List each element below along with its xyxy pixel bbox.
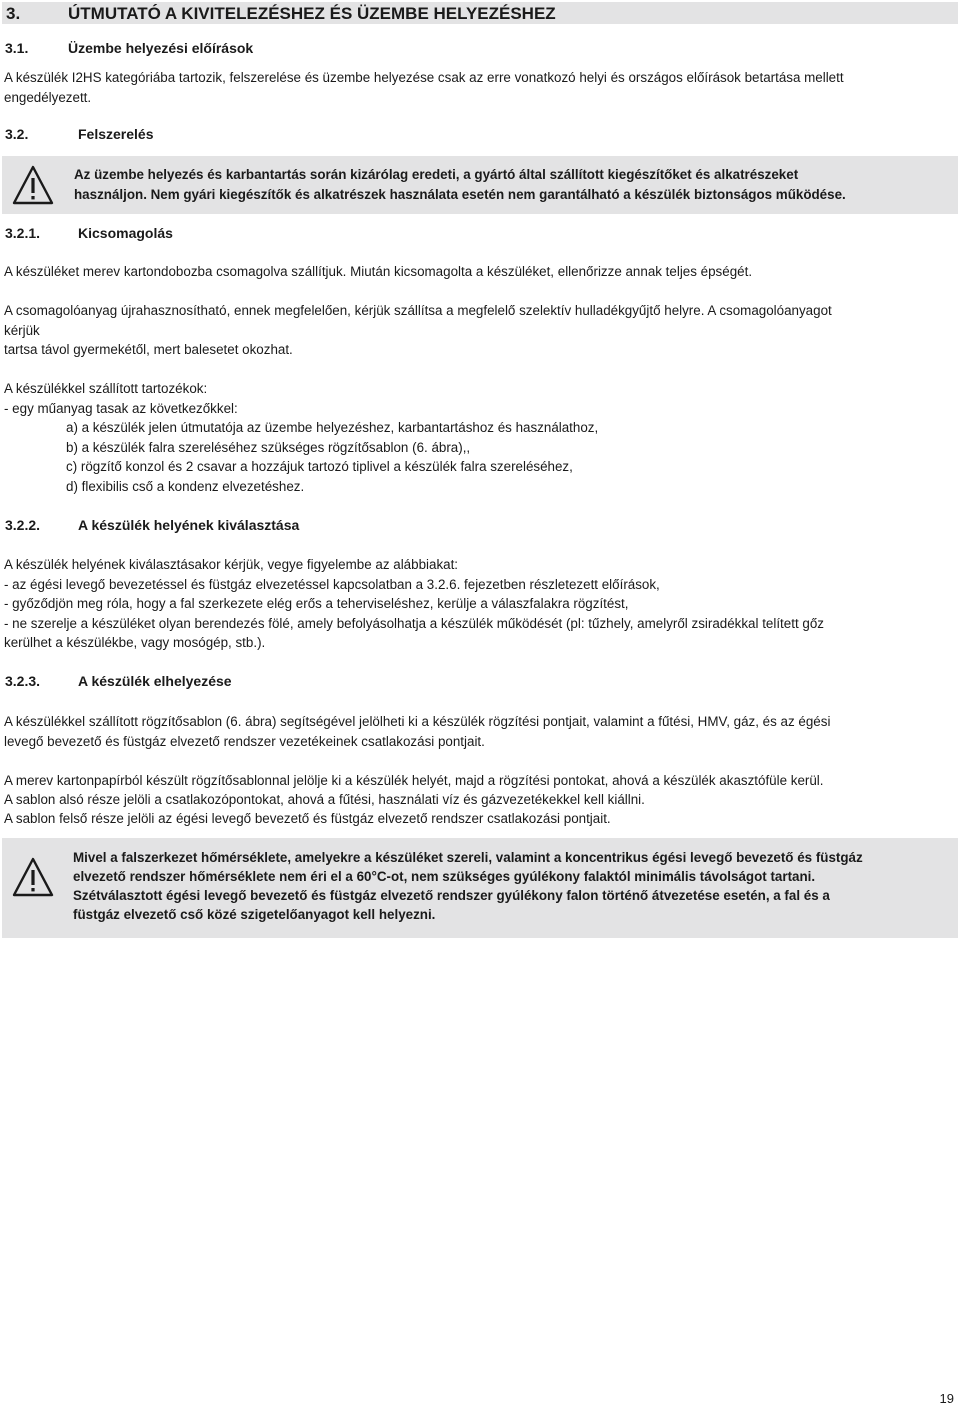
s323-p2-line-2: A sablon alsó része jelöli a csatlakozópontokat, ahová a fűtési, használati víz és gázvezetékekkel kell kiállni. xyxy=(4,792,645,807)
list-item: d) flexibilis cső a kondenz elvezetéshez. xyxy=(66,479,305,494)
s322-line-2: - az égési levegő bevezetéssel és füstgáz elvezetéssel kapcsolatban a 3.2.6. fejezetben részletezett előírások, xyxy=(4,577,660,592)
s322-number: 3.2.2. xyxy=(5,517,41,533)
s321-p3-line-1: A készülékkel szállított tartozékok: xyxy=(4,381,208,396)
page-number: 19 xyxy=(939,1391,954,1406)
s31-line-2: engedélyezett. xyxy=(4,90,92,105)
s321-p2-line-3: tartsa távol gyermekétől, mert balesetet okozhat. xyxy=(4,342,293,357)
s322-line-5: kerülhet a készülékbe, vagy mosógép, stb.). xyxy=(4,635,266,650)
warning-2-line-4: füstgáz elvezető cső közé szigetelőanyagot kell helyezni. xyxy=(73,907,436,922)
section-number: 3. xyxy=(6,4,21,23)
s323-p1-line-2: levegő bevezető és füstgáz elvezető rendszer vezetékeinek csatlakozási pontjait. xyxy=(4,734,485,749)
s323-p1-line-1: A készülékkel szállított rögzítősablon (6. ábra) segítségével jelölheti ki a készülék rögzítési pontjait, valamint a fűtési, HMV, gáz, és az égési xyxy=(4,714,831,729)
warning-2-line-1: Mivel a falszerkezet hőmérséklete, amelyekre a készüléket szereli, valamint a koncentrikus égési levegő bevezető és füstgáz xyxy=(73,850,863,865)
s31-line-1: A készülék I2HS kategóriába tartozik, felszerelése és üzembe helyezése csak az erre vonatkozó helyi és országos előírások betartása mellett xyxy=(4,70,844,85)
s322-line-4: - ne szerelje a készüléket olyan berendezés fölé, amely befolyásolhatja a készülék működését (pl: tűzhely, amelyről zsiradékkal telített gőz xyxy=(4,616,824,631)
s32-title: Felszerelés xyxy=(78,126,154,142)
s323-title: A készülék elhelyezése xyxy=(78,673,232,689)
s321-p1: A készüléket merev kartondobozba csomagolva szállítjuk. Miután kicsomagolta a készüléket, ellenőrizze annak teljes épségét. xyxy=(4,264,753,279)
warning-triangle-icon xyxy=(12,857,54,897)
s321-p2-line-2: kérjük xyxy=(4,323,40,338)
warning-2-line-2: elvezető rendszer hőmérséklete nem éri el a 60°C-ot, nem szükséges gyúlékony falaktól minimális távolságot tartani. xyxy=(73,869,816,884)
s323-number: 3.2.3. xyxy=(5,673,41,689)
list-item: b) a készülék falra szereléséhez szükséges rögzítősablon (6. ábra),, xyxy=(66,440,471,455)
list-item: c) rögzítő konzol és 2 csavar a hozzájuk tartozó tiplivel a készülék falra szereléséhez, xyxy=(66,459,573,474)
s322-line-1: A készülék helyének kiválasztásakor kérjük, vegye figyelembe az alábbiakat: xyxy=(4,557,459,572)
warning-2-line-3: Szétválasztott égési levegő bevezető és füstgáz elvezető rendszer gyúlékony falon történő átvezetése esetén, a fal és a xyxy=(73,888,830,903)
list-item: a) a készülék jelen útmutatója az üzembe helyezéshez, karbantartáshoz és használathoz, xyxy=(66,420,599,435)
warning-triangle-icon xyxy=(12,165,54,205)
s32-number: 3.2. xyxy=(5,126,29,142)
s321-p3-line-2: - egy műanyag tasak az következőkkel: xyxy=(4,401,238,416)
s31-number: 3.1. xyxy=(5,40,29,56)
s322-line-3: - győződjön meg róla, hogy a fal szerkezete elég erős a teherviseléshez, kerülje a válaszfalakra rögzítést, xyxy=(4,596,629,611)
s323-p2-line-3: A sablon felső része jelöli az égési levegő bevezető és füstgáz elvezető rendszer csatlakozási pontjait. xyxy=(4,811,611,826)
s321-title: Kicsomagolás xyxy=(78,225,173,241)
s321-number: 3.2.1. xyxy=(5,225,41,241)
s31-title: Üzembe helyezési előírások xyxy=(68,40,254,56)
section-title: ÚTMUTATÓ A KIVITELEZÉSHEZ ÉS ÜZEMBE HELYEZÉSHEZ xyxy=(68,4,556,23)
warning-1-line-1: Az üzembe helyezés és karbantartás során kizárólag eredeti, a gyártó által szállított kiegészítőket és alkatrészeket xyxy=(74,167,799,182)
s321-p2-line-1: A csomagolóanyag újrahasznosítható, ennek megfelelően, kérjük szállítsa a megfelelő szelektív hulladékgyűjtő helyre. A csomagolóanyagot xyxy=(4,303,832,318)
warning-1-line-2: használjon. Nem gyári kiegészítők és alkatrészek használata esetén nem garantálható a készülék biztonságos működése. xyxy=(74,187,846,202)
s322-title: A készülék helyének kiválasztása xyxy=(78,517,300,533)
s323-p2-line-1: A merev kartonpapírból készült rögzítősablonnal jelölje ki a készülék helyét, majd a rögzítési pontokat, ahová a készülék akasztófüle kerül. xyxy=(4,773,824,788)
